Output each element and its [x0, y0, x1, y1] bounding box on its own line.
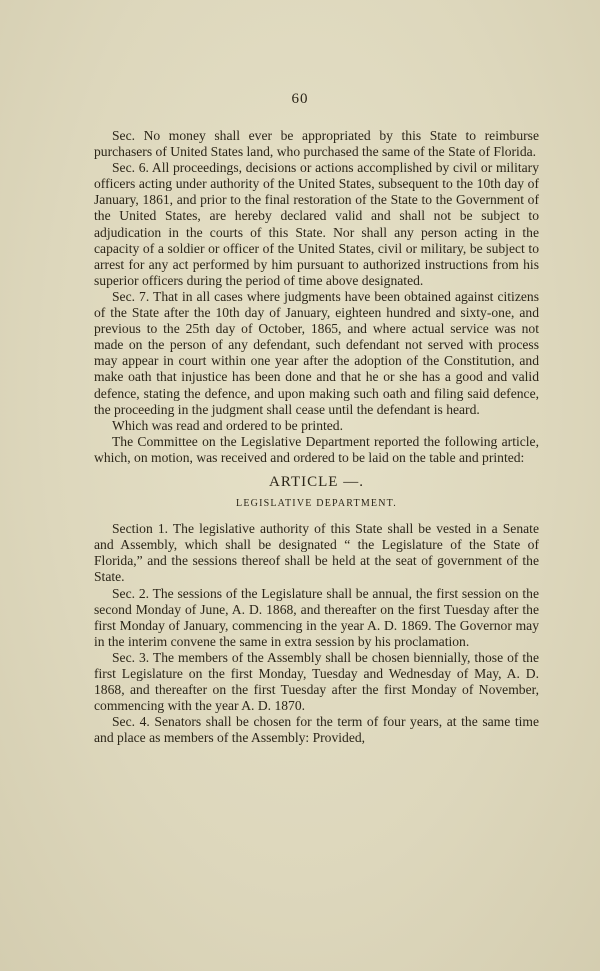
paragraph-sec-2: Sec. 2. The sessions of the Legislature shall be annual, the first session on the second Monday of June, A. D. 1868, and thereafter on the first Tuesday after the first Monday of January, commencing in the year A. D. 1869. The Governor may in the interim convene the same in extra session by his proclamation. — [94, 585, 539, 649]
paragraph-section-1: Section 1. The legislative authority of this State shall be vested in a Senate and Assembly, which shall be designated “ the Legislature of the State of Florida,” and the sessions thereof shall be held at the seat of government of the State. — [94, 521, 539, 585]
article-heading: ARTICLE —. — [269, 473, 364, 490]
paragraph-sec-7: Sec. 7. That in all cases where judgments have been obtained against citizens of the State after the 10th day of January, eighteen hundred and sixty-one, and previous to the 25th day of October, 1865, and where actual service was not made on the person of any defendant, such defendant not served with process may appear in court within one year after the adoption of the Constitution, and make oath that injustice has been done and that he or she has a good and valid defence, stating the defence, and upon making such oath and filing said defence, the proceeding in the judgment shall cease until the defendant is heard. — [94, 288, 539, 417]
paragraph-sec-6: Sec. 6. All proceedings, decisions or actions accomplished by civil or military officers acting under authority of the United States, subsequent to the 10th day of January, 1861, and prior to the final restoration of the State to the Government of the United States, are hereby declared valid and shall not be subject to adjudication in the courts of this State. Nor shall any person acting in the capacity of a soldier or officer of the United States, civil or military, be subject to arrest for any act performed by him pursuant to authorized instructions from his superior officers during the period of time above designated. — [94, 160, 539, 288]
paragraph-committee-report: The Committee on the Legislative Department reported the following article, which, on motion, was received and ordered to be laid on the table and printed: — [94, 433, 539, 465]
page-number: 60 — [291, 91, 309, 107]
page-body — [94, 128, 539, 746]
paragraph-sec-4: Sec. 4. Senators shall be chosen for the term of four years, at the same time and place as members of the Assembly: Provided, — [94, 714, 539, 746]
paragraph-read-printed: Which was read and ordered to be printed. — [112, 417, 344, 433]
paragraph-sec-5: Sec. No money shall ever be appropriated by this State to reimburse purchasers of United States land, who purchased the same of the State of Florida. — [94, 128, 539, 160]
article-subheading: LEGISLATIVE DEPARTMENT. — [236, 498, 397, 510]
paragraph-sec-3: Sec. 3. The members of the Assembly shall be chosen biennially, those of the first Legislature on the first Monday, Tuesday and Wednesday of May, A. D. 1868, and thereafter on the first Tuesday after the first Monday of November, commencing with the year A. D. 1870. — [94, 649, 539, 714]
